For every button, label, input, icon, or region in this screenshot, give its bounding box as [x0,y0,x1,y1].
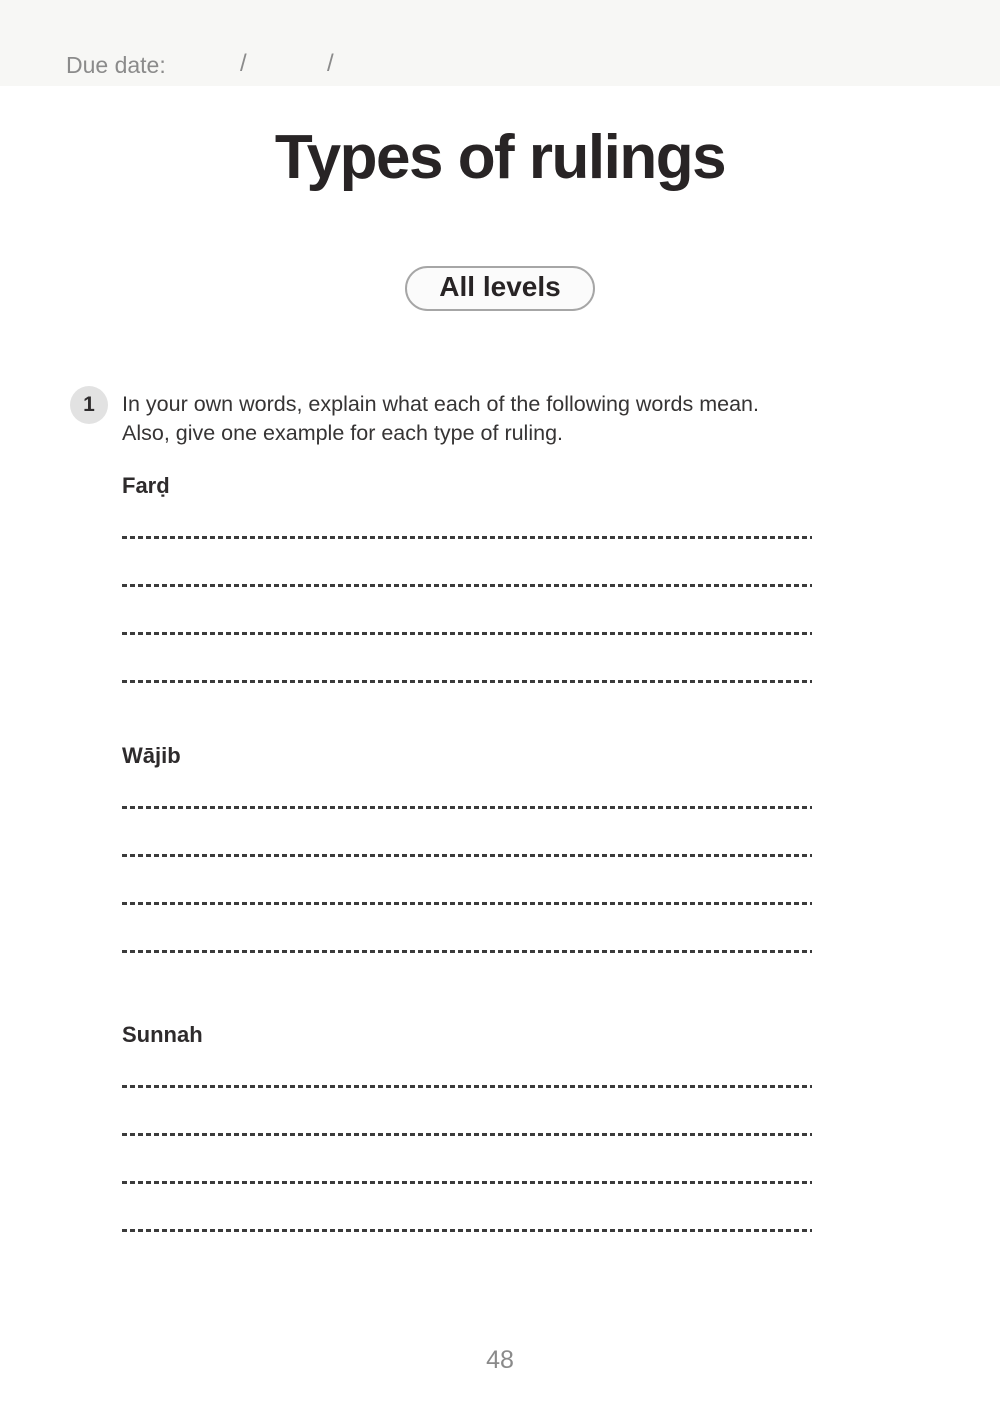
answer-line [122,680,812,683]
answer-line [122,854,812,857]
answer-section-fard [122,473,812,703]
question-text-line: In your own words, explain what each of the following words mean. [122,392,759,416]
section-label: Wājib [122,743,181,768]
answer-line [122,632,812,635]
answer-line [122,950,812,953]
page-title: Types of rulings [274,123,726,192]
question-number-badge [70,386,108,424]
page-number: 48 [486,1346,514,1374]
answer-section-sunnah [122,1022,812,1252]
section-label: Farḍ [122,473,170,498]
question-text-line: Also, give one example for each type of ruling. [122,421,564,445]
answer-line [122,902,812,905]
answer-line [122,536,812,539]
answer-line [122,1085,812,1088]
due-date-slash: / [240,50,247,77]
question-number: 1 [83,393,95,416]
answer-section-wajib [122,743,812,973]
answer-line [122,1181,812,1184]
due-date-label: Due date: [66,52,166,78]
answer-line [122,1133,812,1136]
answer-line [122,584,812,587]
level-badge: All levels [405,266,594,311]
question-text [122,390,842,448]
level-badge-row [0,266,1000,311]
due-date-slash: / [327,50,334,77]
answer-line [122,806,812,809]
due-date-band [0,0,1000,86]
answer-line [122,1229,812,1232]
section-label: Sunnah [122,1022,203,1047]
